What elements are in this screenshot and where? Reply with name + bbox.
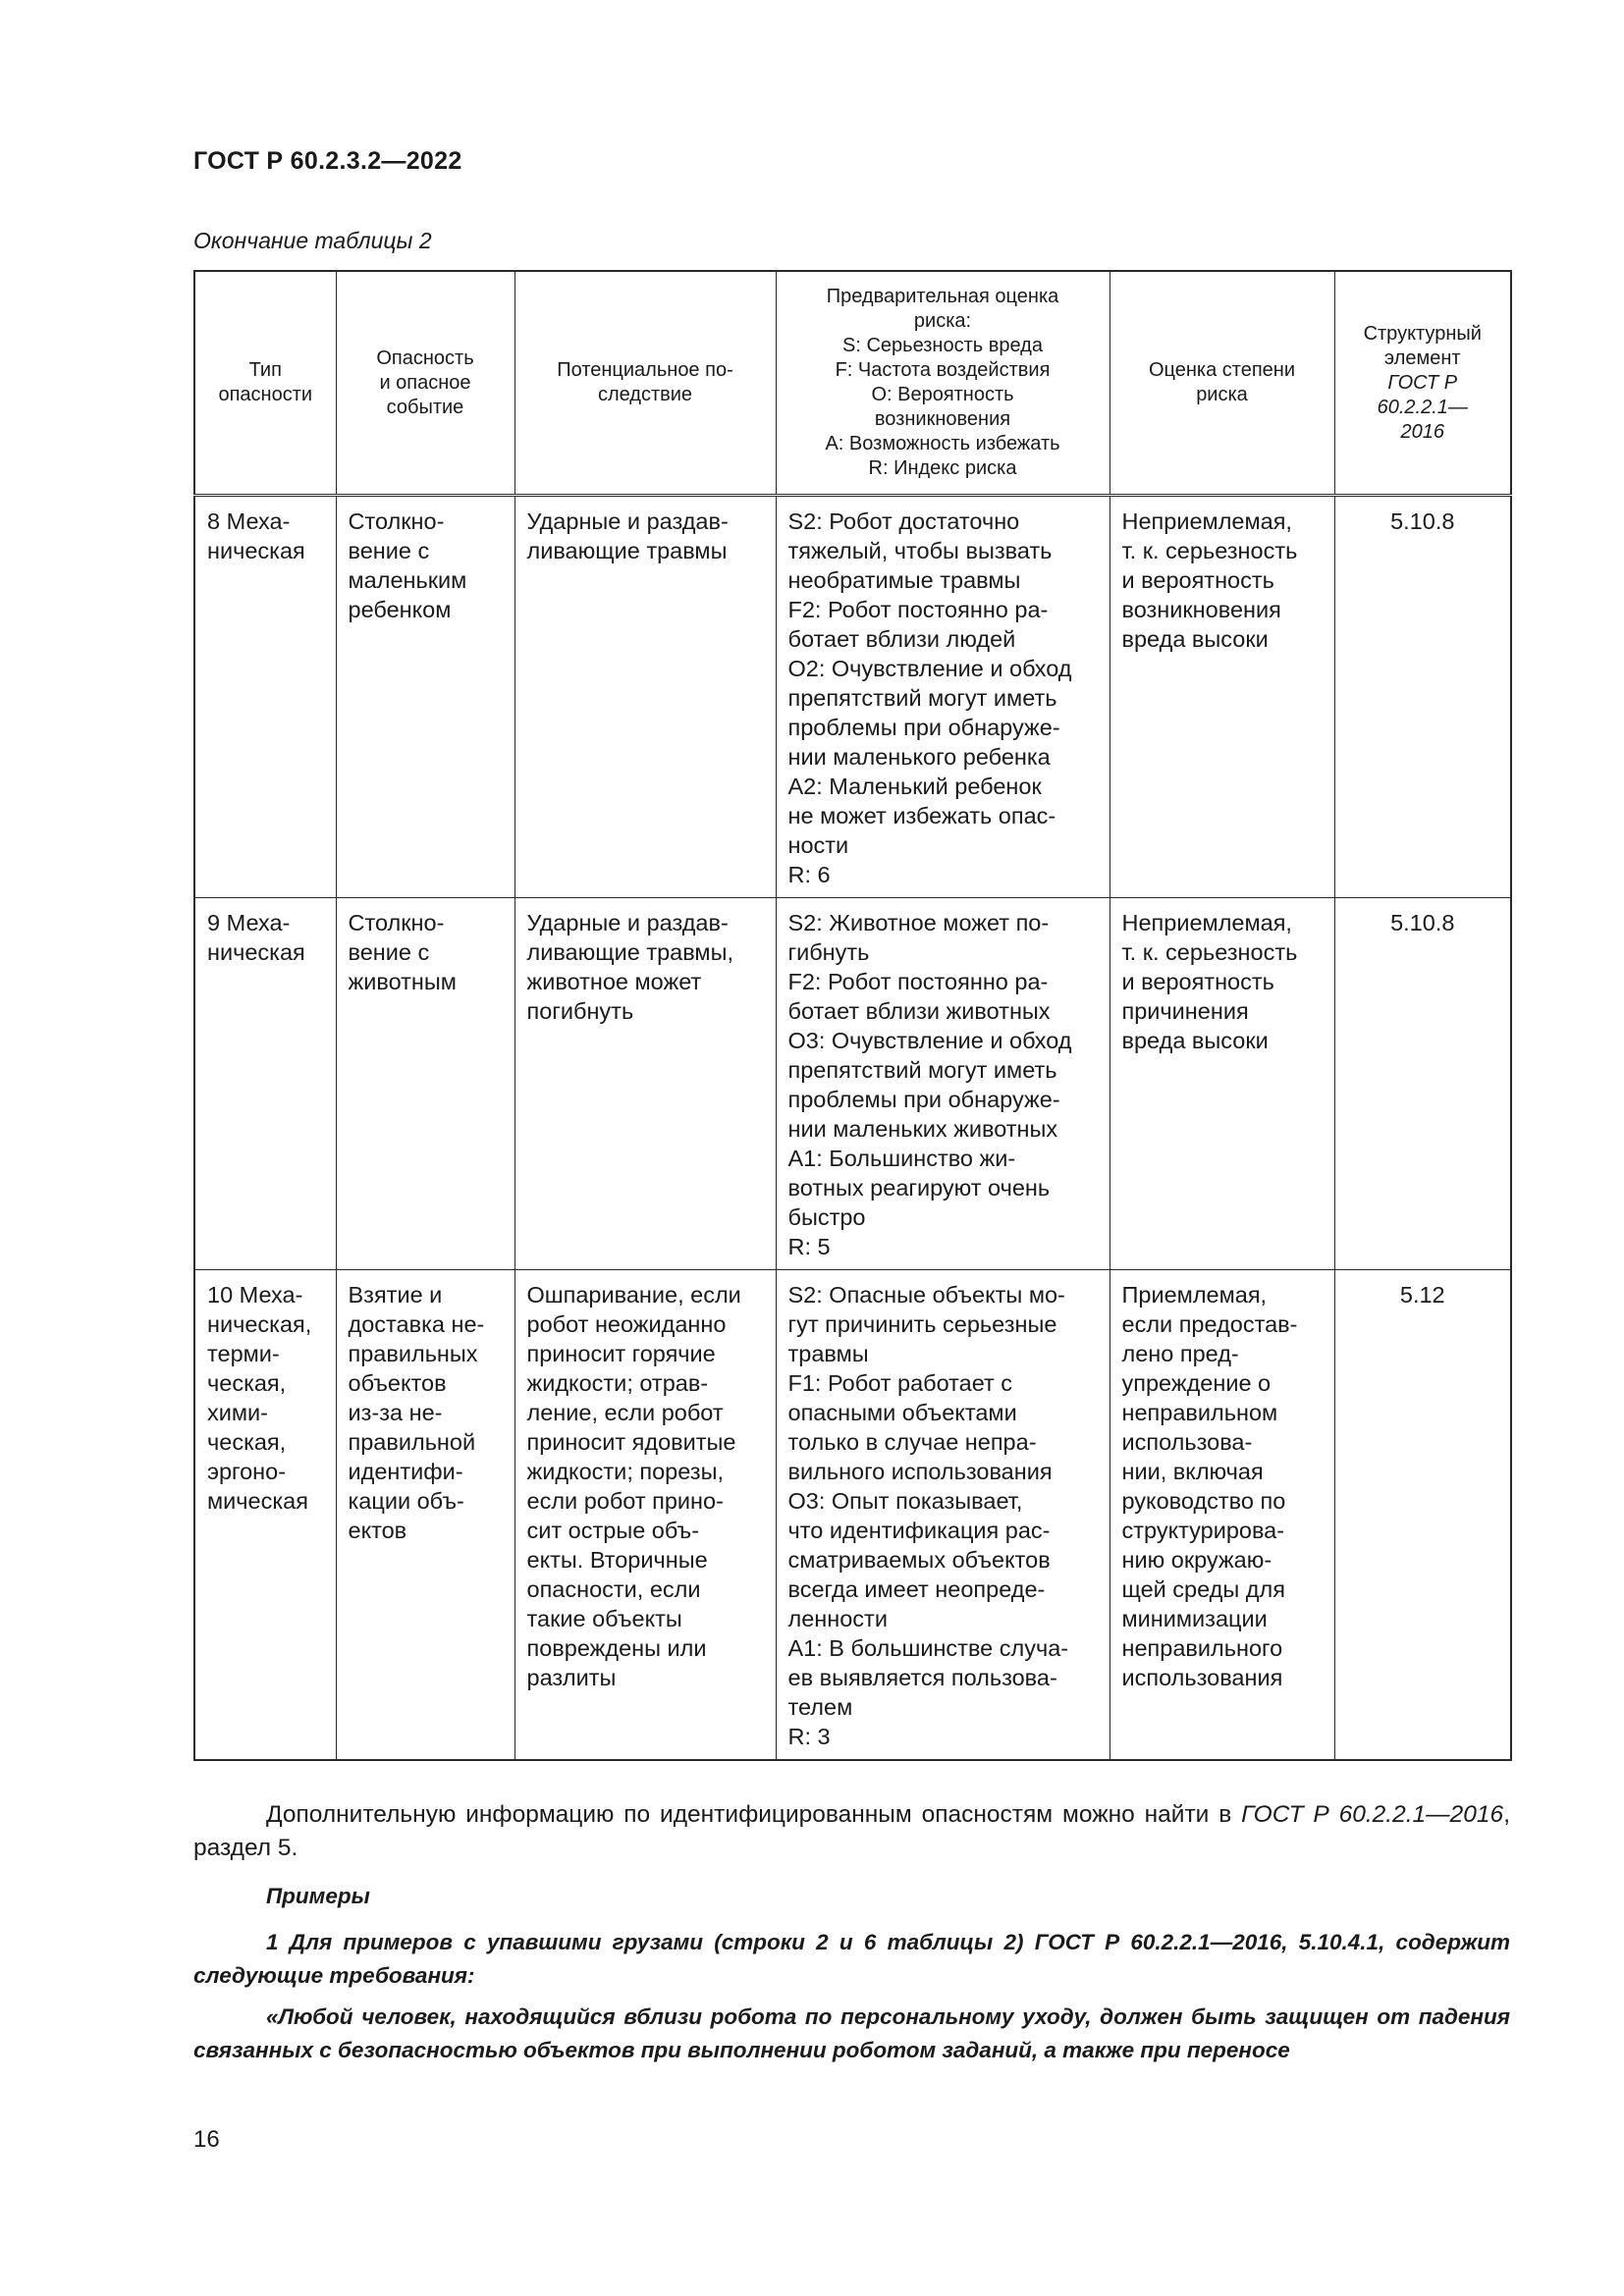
cell-line: Потенциальное по-	[557, 359, 733, 381]
cell-line: причинения	[1121, 998, 1249, 1024]
cell-line: руководство по	[1121, 1488, 1286, 1514]
cell-line: разлиты	[526, 1665, 617, 1690]
header-preliminary-assessment	[776, 271, 1110, 496]
cell-line: 60.2.2.1—	[1377, 396, 1468, 418]
cell-line: Ударные и раздав-	[526, 910, 729, 935]
cell-line: Предварительная оценка	[826, 286, 1059, 307]
header-row	[194, 271, 1511, 496]
cell-line: если предостав-	[1121, 1311, 1298, 1337]
cell-type	[194, 1270, 336, 1761]
cell-line: кации объ-	[348, 1488, 464, 1514]
header-hazard-type	[194, 271, 336, 496]
cell-line: только в случае непра-	[787, 1429, 1037, 1455]
cell-line: использования	[1121, 1665, 1283, 1690]
cell-hazard	[336, 496, 514, 898]
cell-line: т. к. серьезность	[1121, 538, 1298, 563]
cell-line: Опасность	[376, 347, 474, 369]
cell-line: событие	[386, 396, 464, 418]
cell-line: гут причинить серьезные	[787, 1311, 1057, 1337]
cell-line: тяжелый, чтобы вызвать	[787, 538, 1053, 563]
info-tail: , раздел 5.	[193, 1801, 1510, 1861]
cell-line: R: 5	[787, 1234, 831, 1259]
cell-line: и вероятность	[1121, 567, 1274, 593]
cell-line: объектов	[348, 1370, 447, 1396]
cell-line: терми-	[207, 1341, 280, 1366]
cell-line: жидкости; порезы,	[526, 1459, 724, 1484]
cell-line: упреждение о	[1121, 1370, 1272, 1396]
cell-line: препятствий могут иметь	[787, 685, 1057, 711]
cell-line: F: Частота воздействия	[835, 359, 1051, 381]
cell-line: идентифи-	[348, 1459, 463, 1484]
cell-line: ливающие травмы,	[526, 939, 734, 965]
cell-line: ническая	[207, 538, 305, 563]
cell-line: эргоно-	[207, 1459, 287, 1484]
cell-line: если робот прино-	[526, 1488, 724, 1514]
page-number: 16	[193, 2126, 220, 2153]
example-1: 1 Для примеров с упавшими грузами (строки 2 и 6 таблицы 2) ГОСТ Р 60.2.2.1—2016, 5.10.4.1, содержит следующие требования:	[193, 1930, 1510, 1988]
cell-line: животным	[348, 969, 457, 994]
cell-line: и опасное	[379, 371, 471, 394]
info-text: Дополнительную информацию по идентифицированным опасностям можно найти в	[266, 1801, 1242, 1828]
cell-line: O3: Опыт показывает,	[787, 1488, 1023, 1514]
cell-line: вреда высоки	[1121, 626, 1269, 652]
cell-line: неправильном	[1121, 1400, 1278, 1425]
cell-line: погибнуть	[526, 998, 634, 1024]
examples-heading: Примеры	[266, 1884, 370, 1908]
cell-line: использова-	[1121, 1429, 1253, 1455]
cell-type	[194, 898, 336, 1270]
table-caption: Окончание таблицы 2	[193, 228, 432, 253]
cell-element: 5.10.8	[1334, 898, 1511, 1270]
cell-line: S2: Робот достаточно	[787, 508, 1020, 534]
cell-line: вотных реагируют очень	[787, 1175, 1051, 1201]
cell-line: A2: Маленький ребенок	[787, 774, 1042, 799]
cell-line: робот неожиданно	[526, 1311, 727, 1337]
cell-line: проблемы при обнаруже-	[787, 1087, 1060, 1112]
cell-line: R: 3	[787, 1724, 831, 1749]
cell-line: вение с	[348, 538, 430, 563]
header-risk-evaluation	[1110, 271, 1334, 496]
cell-line: что идентификация рас-	[787, 1518, 1051, 1543]
cell-line: F2: Робот постоянно ра-	[787, 969, 1049, 994]
cell-evaluation	[1110, 1270, 1334, 1761]
cell-line: S2: Животное может по-	[787, 910, 1050, 935]
cell-line: не может избежать опас-	[787, 803, 1056, 828]
cell-line: O: Вероятность	[871, 384, 1014, 405]
cell-line: неправильного	[1121, 1635, 1283, 1661]
example-quote: «Любой человек, находящийся вблизи робота по персональному уходу, должен быть защищен от падения связанных с безопасностью объектов при выполнении роботом заданий, а также при переносе	[193, 2004, 1510, 2062]
cell-line: доставка не-	[348, 1311, 485, 1337]
cell-line: мическая	[207, 1488, 308, 1514]
cell-line: щей среды для	[1121, 1576, 1285, 1602]
cell-line: Неприемлемая,	[1121, 508, 1292, 534]
cell-line: риска	[1196, 384, 1248, 405]
cell-line: ребенком	[348, 597, 452, 622]
cell-line: правильной	[348, 1429, 476, 1455]
table-row	[194, 1270, 1511, 1761]
cell-line: телем	[787, 1694, 853, 1720]
cell-line: вильного использования	[787, 1459, 1053, 1484]
cell-line: Взятие и	[348, 1282, 443, 1308]
cell-element: 5.10.8	[1334, 496, 1511, 898]
cell-line: Столкно-	[348, 910, 445, 935]
cell-line: екты. Вторичные	[526, 1547, 708, 1573]
cell-line: быстро	[787, 1204, 866, 1230]
cell-line: нии маленьких животных	[787, 1116, 1058, 1142]
cell-line: 10 Меха-	[207, 1282, 303, 1308]
info-reference: ГОСТ Р 60.2.2.1—2016	[1241, 1801, 1504, 1828]
cell-assessment	[776, 1270, 1110, 1761]
cell-line: ев выявляется пользова-	[787, 1665, 1057, 1690]
hazard-table	[193, 270, 1512, 1761]
cell-line: вреда высоки	[1121, 1028, 1269, 1053]
cell-line: ление, если робот	[526, 1400, 724, 1425]
cell-consequence	[514, 1270, 776, 1761]
cell-line: жидкости; отрав-	[526, 1370, 709, 1396]
cell-line: маленьким	[348, 567, 467, 593]
cell-line: 8 Меха-	[207, 508, 291, 534]
cell-line: F2: Робот постоянно ра-	[787, 597, 1049, 622]
cell-line: Оценка степени	[1148, 359, 1296, 381]
cell-line: A: Возможность избежать	[825, 433, 1060, 454]
cell-line: нию окружаю-	[1121, 1547, 1272, 1573]
cell-line: сматриваемых объектов	[787, 1547, 1051, 1573]
header-hazard-event	[336, 271, 514, 496]
cell-line: и вероятность	[1121, 969, 1274, 994]
cell-line: Ошпаривание, если	[526, 1282, 741, 1308]
cell-line: Тип	[248, 359, 282, 381]
cell-line: R: Индекс риска	[868, 457, 1017, 479]
info-paragraph	[193, 1798, 1510, 1865]
cell-line: ческая,	[207, 1429, 287, 1455]
cell-line: структурирова-	[1121, 1518, 1285, 1543]
cell-line: O3: Очувствление и обход	[787, 1028, 1072, 1053]
cell-line: опасности	[218, 384, 313, 405]
cell-line: т. к. серьезность	[1121, 939, 1298, 965]
document-header: ГОСТ Р 60.2.3.2—2022	[193, 147, 462, 175]
cell-line: ливающие травмы	[526, 538, 728, 563]
cell-line: ектов	[348, 1518, 407, 1543]
cell-line: ГОСТ Р	[1387, 371, 1458, 394]
cell-line: ническая	[207, 939, 305, 965]
cell-line: 2016	[1400, 420, 1444, 443]
cell-line: правильных	[348, 1341, 478, 1366]
cell-consequence	[514, 496, 776, 898]
cell-line: S2: Опасные объекты мо-	[787, 1282, 1065, 1308]
cell-line: ности	[787, 832, 849, 858]
cell-line: ческая,	[207, 1370, 287, 1396]
cell-line: вение с	[348, 939, 430, 965]
cell-line: травмы	[787, 1341, 869, 1366]
cell-evaluation	[1110, 496, 1334, 898]
cell-line: хими-	[207, 1400, 268, 1425]
cell-consequence	[514, 898, 776, 1270]
cell-line: O2: Очувствление и обход	[787, 656, 1072, 681]
cell-line: S: Серьезность вреда	[842, 335, 1043, 356]
cell-hazard	[336, 898, 514, 1270]
cell-line: опасности, если	[526, 1576, 701, 1602]
cell-line: A1: Большинство жи-	[787, 1146, 1016, 1171]
cell-line: проблемы при обнаруже-	[787, 715, 1060, 740]
cell-hazard	[336, 1270, 514, 1761]
cell-line: из-за не-	[348, 1400, 443, 1425]
cell-line: 9 Меха-	[207, 910, 291, 935]
cell-line: ленности	[787, 1606, 888, 1631]
cell-line: препятствий могут иметь	[787, 1057, 1057, 1083]
header-structural-element	[1334, 271, 1511, 496]
cell-line: ботает вблизи людей	[787, 626, 1016, 652]
cell-line: нии маленького ребенка	[787, 744, 1051, 770]
cell-evaluation	[1110, 898, 1334, 1270]
header-consequence	[514, 271, 776, 496]
cell-line: Столкно-	[348, 508, 445, 534]
cell-line: Приемлемая,	[1121, 1282, 1268, 1308]
cell-line: возникновения	[874, 408, 1011, 430]
table-row	[194, 496, 1511, 898]
cell-line: ническая,	[207, 1311, 312, 1337]
cell-line: Структурный	[1363, 322, 1482, 345]
cell-line: F1: Робот работает с	[787, 1370, 1013, 1396]
cell-line: необратимые травмы	[787, 567, 1021, 593]
cell-assessment	[776, 496, 1110, 898]
cell-line: животное может	[526, 969, 702, 994]
cell-line: гибнуть	[787, 939, 870, 965]
cell-line: минимизации	[1121, 1606, 1268, 1631]
cell-line: приносит ядовитые	[526, 1429, 736, 1455]
cell-line: такие объекты	[526, 1606, 682, 1631]
cell-line: приносит горячие	[526, 1341, 716, 1366]
cell-type	[194, 496, 336, 898]
cell-line: возникновения	[1121, 597, 1281, 622]
cell-line: нии, включая	[1121, 1459, 1264, 1484]
cell-line: лено пред-	[1121, 1341, 1239, 1366]
cell-line: ботает вблизи животных	[787, 998, 1051, 1024]
table-row	[194, 898, 1511, 1270]
cell-line: Неприемлемая,	[1121, 910, 1292, 935]
cell-line: R: 6	[787, 862, 831, 887]
cell-assessment	[776, 898, 1110, 1270]
cell-element: 5.12	[1334, 1270, 1511, 1761]
cell-line: элемент	[1383, 347, 1461, 369]
cell-line: опасными объектами	[787, 1400, 1017, 1425]
cell-line: риска:	[913, 310, 972, 332]
cell-line: сит острые объ-	[526, 1518, 700, 1543]
cell-line: повреждены или	[526, 1635, 707, 1661]
cell-line: всегда имеет неопреде-	[787, 1576, 1046, 1602]
cell-line: A1: В большинстве случа-	[787, 1635, 1069, 1661]
cell-line: следствие	[597, 384, 693, 405]
cell-line: Ударные и раздав-	[526, 508, 729, 534]
